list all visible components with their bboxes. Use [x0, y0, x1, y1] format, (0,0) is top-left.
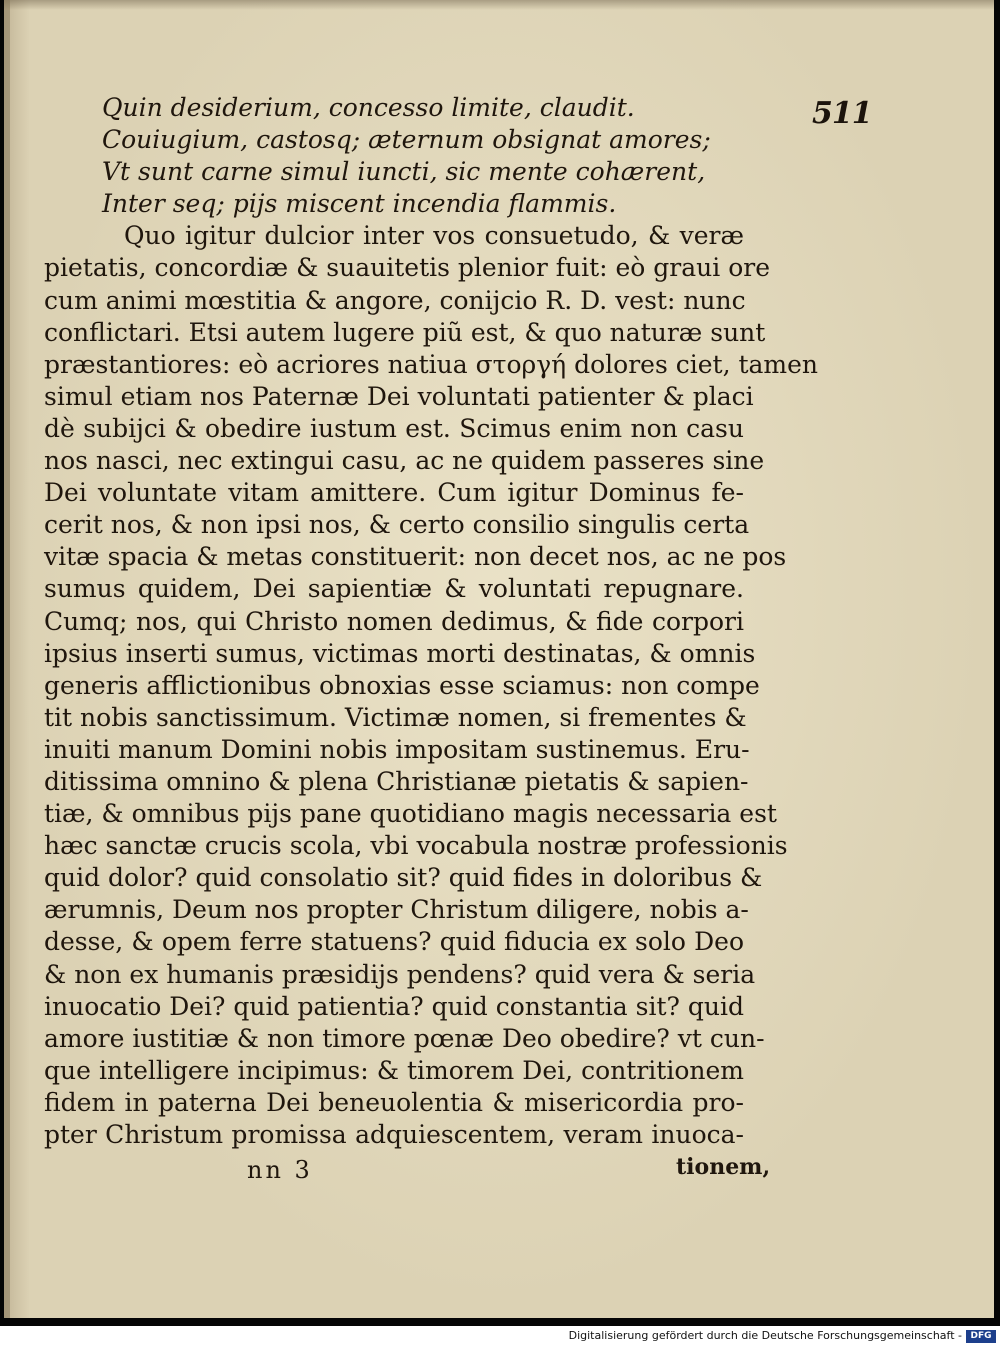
prose-line: que intelligere incipimus: & timorem Dei, contritionem: [44, 1055, 744, 1085]
prose-line: pter Christum promissa adquiescentem, veram inuoca-: [44, 1120, 744, 1149]
funding-credit: Digitalisierung gefördert durch die Deutsche Forschungsgemeinschaft -: [568, 1329, 962, 1342]
page-gutter-edge: [4, 0, 10, 1318]
prose-line: inuocatio Dei? quid patientia? quid constantia sit? quid: [44, 991, 744, 1021]
prose-line: præstantiores: eò acriores natiua στοργή dolores ciet, tamen: [44, 349, 819, 379]
prose-line: cerit nos, & non ipsi nos, & certo consilio singulis certa: [44, 510, 750, 540]
verse-line: Quin desiderium, concesso limite, claudit.: [102, 93, 635, 122]
prose-line: ditissima omnino & plena Christianæ pietatis & sapien-: [44, 766, 749, 796]
prose-line: generis afflictionibus obnoxias esse sciamus: non compe: [44, 670, 760, 700]
prose-line: Quo igitur dulcior inter vos consuetudo, & veræ: [124, 221, 744, 251]
prose-line: fidem in paterna Dei beneuolentia & misericordia pro-: [44, 1087, 744, 1117]
verse-line: Couiugium, castosq; æternum obsignat amores;: [102, 125, 711, 155]
catchword: tionem,: [676, 1154, 771, 1180]
book-page: [4, 0, 994, 1318]
dfg-logo: DFG: [966, 1330, 996, 1343]
prose-line: amore iustitiæ & non timore pœnæ Deo obedire? vt cun-: [44, 1023, 765, 1053]
prose-line: desse, & opem ferre statuens? quid fiducia ex solo Deo: [44, 927, 744, 957]
signature-mark: nn 3: [247, 1156, 313, 1184]
prose-line: vitæ spacia & metas constituerit: non decet nos, ac ne pos: [44, 542, 787, 572]
prose-line: conflictari. Etsi autem lugere piũ est, & quo naturæ sunt: [44, 317, 766, 347]
prose-line: quid dolor? quid consolatio sit? quid fides in doloribus &: [44, 863, 763, 893]
prose-line: pietatis, concordiæ & suauitetis plenior fuit: eò graui ore: [44, 253, 771, 283]
prose-line: Dei voluntate vitam amittere. Cum igitur Dominus fe-: [44, 478, 744, 508]
prose-line: dè subijci & obedire iustum est. Scimus enim non casu: [44, 413, 744, 443]
prose-line: Cumq; nos, qui Christo nomen dedimus, & fide corpori: [44, 606, 744, 636]
prose-line: hæc sanctæ crucis scola, vbi vocabula nostræ professionis: [44, 831, 788, 861]
prose-line: tit nobis sanctissimum. Victimæ nomen, si frementes &: [44, 702, 747, 732]
prose-line: & non ex humanis præsidijs pendens? quid vera & seria: [44, 959, 756, 989]
prose-line: inuiti manum Domini nobis impositam sustinemus. Eru-: [44, 734, 750, 764]
page-number: 511: [812, 96, 872, 131]
footer-bar: [0, 1326, 1000, 1348]
main-text: [44, 92, 819, 1151]
page-top-shadow: [4, 0, 994, 10]
prose-line: ærumnis, Deum nos propter Christum diligere, nobis a-: [44, 895, 749, 925]
verse-line: Vt sunt carne simul iuncti, sic mente cohærent,: [102, 157, 706, 187]
prose-line: ipsius inserti sumus, victimas morti destinatas, & omnis: [44, 638, 756, 668]
prose-line: tiæ, & omnibus pijs pane quotidiano magis necessaria est: [44, 799, 777, 829]
prose-line: cum animi mœstitia & angore, conijcio R. D. vest: nunc: [44, 285, 746, 315]
verse-line: Inter seq; pijs miscent incendia flammis.: [102, 189, 617, 219]
prose-line: nos nasci, nec extingui casu, ac ne quidem passeres sine: [44, 446, 765, 476]
prose-line: sumus quidem, Dei sapientiæ & voluntati repugnare.: [44, 574, 744, 604]
prose-line: simul etiam nos Paternæ Dei voluntati patienter & placi: [44, 381, 754, 411]
